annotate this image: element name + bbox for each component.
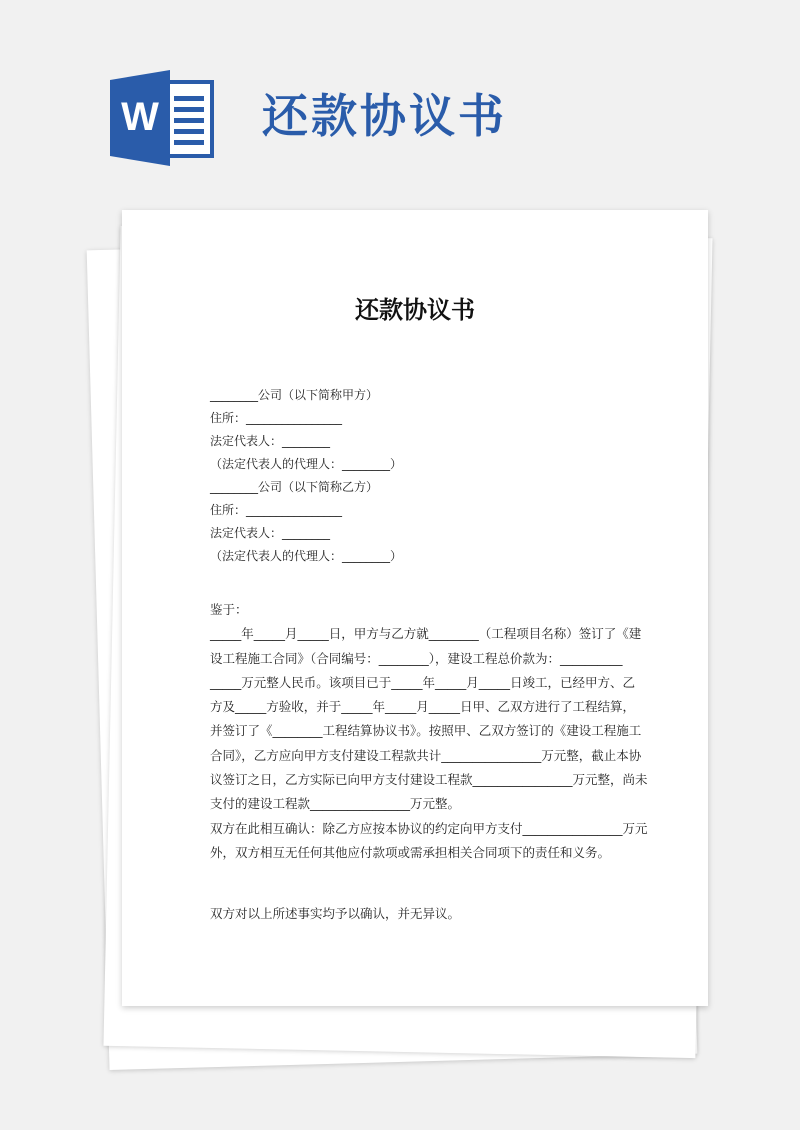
body-line: 双方在此相互确认：除乙方应按本协议的约定向甲方支付________________万元 [210, 820, 648, 836]
body-line: 议签订之日，乙方实际已向甲方支付建设工程款________________万元整，尚未 [210, 772, 648, 788]
document-title: 还款协议书 [355, 296, 475, 324]
party-line: ________公司（以下简称甲方） [210, 388, 379, 402]
body-line: 并签订了《________工程结算协议书》。按照甲、乙双方签订的《建设工程施工 [210, 723, 642, 739]
party-line: 法定代表人：________ [210, 526, 331, 540]
party-line: ________公司（以下简称乙方） [210, 480, 379, 494]
body-line: _____万元整人民币。该项目已于_____年_____月_____日竣工，已经甲方、乙 [210, 674, 636, 690]
party-line: （法定代表人的代理人：________） [210, 549, 403, 563]
header [0, 0, 800, 200]
body-line: 鉴于： [210, 602, 248, 617]
header-title: 还款协议书 [262, 89, 507, 143]
word-icon [110, 70, 216, 166]
body-line: 方及_____方验收，并于_____年_____月_____日甲、乙双方进行了工程结算， [210, 699, 636, 715]
body-line: 支付的建设工程款________________万元整。 [210, 796, 461, 812]
agreement-body [210, 598, 648, 865]
party-line: 住所：________________ [210, 411, 343, 425]
document-page [122, 210, 708, 1006]
word-logo-letter: W [121, 95, 159, 139]
closing-statement: 双方对以上所述事实均予以确认，并无异议。 [210, 906, 461, 921]
party-info [210, 384, 625, 568]
party-line: （法定代表人的代理人：________） [210, 457, 403, 471]
body-line: _____年_____月_____日，甲方与乙方就________（工程项目名称）签订了《建 [210, 626, 642, 642]
body-line: 设工程施工合同》（合同编号：________），建设工程总价款为：__________ [210, 650, 623, 666]
body-line: 外，双方相互无任何其他应付款项或需承担相关合同项下的责任和义务。 [210, 844, 611, 860]
party-line: 住所：________________ [210, 503, 343, 517]
party-line: 法定代表人：________ [210, 434, 331, 448]
body-line: 合同》，乙方应向甲方支付建设工程款共计________________万元整，截止本协 [210, 747, 642, 763]
